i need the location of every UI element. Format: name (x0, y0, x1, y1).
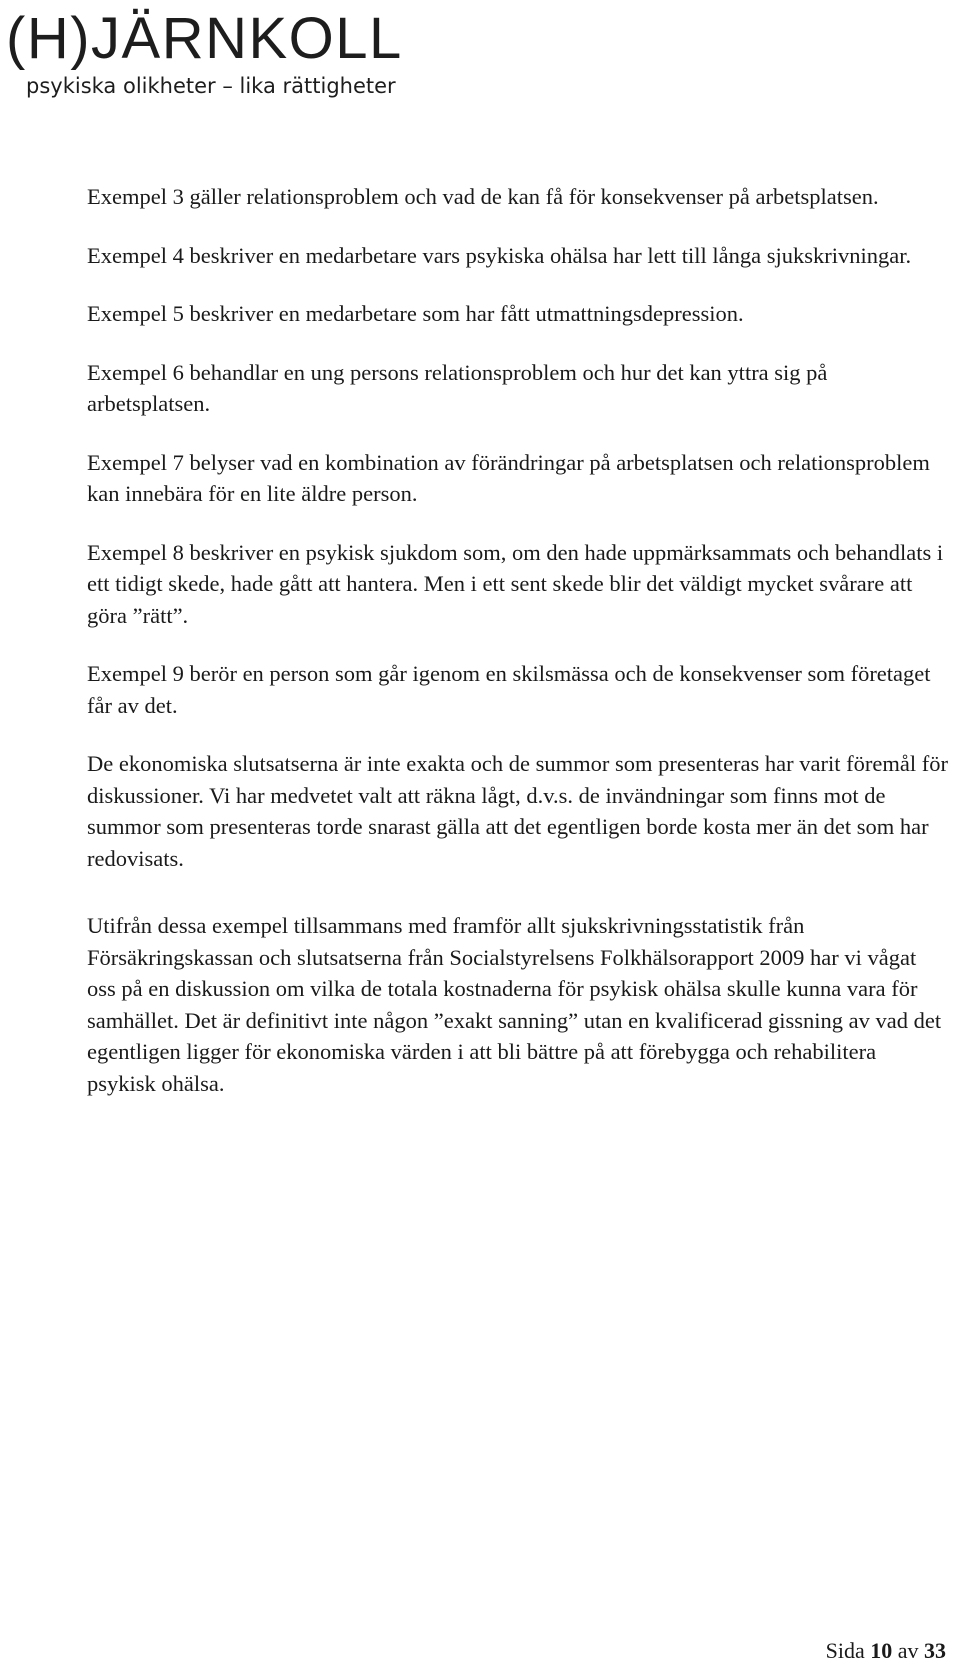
page-word: Sida (825, 1638, 865, 1663)
logo-wordmark: (H)JÄRNKOLL (6, 6, 403, 71)
paragraph: De ekonomiska slutsatserna är inte exakta och de summor som presenteras har varit föremål för diskussioner. Vi har medvetet valt att räkna lågt, d.v.s. de invändningar som finns mot de summor som presenteras torde snarast gälla att det egentligen borde kosta mer än det som har redovisats. (87, 751, 948, 871)
paragraph: Exempel 5 beskriver en medarbetare som har fått utmattningsdepression. (87, 301, 744, 326)
logo (6, 6, 403, 98)
paragraph: Exempel 7 belyser vad en kombination av förändringar på arbetsplatsen och relationsproblem kan innebära för en lite äldre person. (87, 449, 930, 506)
document-body (87, 181, 949, 1099)
page-number (826, 1639, 946, 1663)
paragraph: Exempel 8 beskriver en psykisk sjukdom som, om den hade uppmärksammats och behandlats i ett tidigt skede, hade gått att hantera. Men i ett sent skede blir det väldigt mycket svårare att göra ”rätt”. (87, 539, 944, 628)
logo-tagline: psykiska olikheter – lika rättigheter (26, 74, 396, 98)
of-word: av (897, 1638, 919, 1663)
paragraph: Exempel 3 gäller relationsproblem och vad de kan få för konsekvenser på arbetsplatsen. (87, 184, 879, 209)
paragraph: Exempel 6 behandlar en ung persons relationsproblem och hur det kan yttra sig på arbetsplatsen. (87, 359, 828, 416)
page-total: 33 (924, 1638, 946, 1663)
paragraph: Utifrån dessa exempel tillsammans med framför allt sjukskrivningsstatistik från Försäkringskassan och slutsatserna från Socialstyrelsens Folkhälsorapport 2009 har vi vågat oss på en diskussion om vilka de totala kostnaderna för psykisk ohälsa skulle kunna vara för samhället. Det är definitivt inte någon ”exakt sanning” utan en kvalificerad gissning av vad det egentligen ligger för ekonomiska värden i att bli bättre på att förebygga och rehabilitera psykisk ohälsa. (87, 913, 942, 1096)
page-current: 10 (870, 1638, 893, 1663)
paragraph: Exempel 4 beskriver en medarbetare vars psykiska ohälsa har lett till långa sjukskrivningar. (87, 242, 912, 268)
paragraph: Exempel 9 berör en person som går igenom en skilsmässa och de konsekvenser som företaget får av det. (87, 661, 931, 718)
